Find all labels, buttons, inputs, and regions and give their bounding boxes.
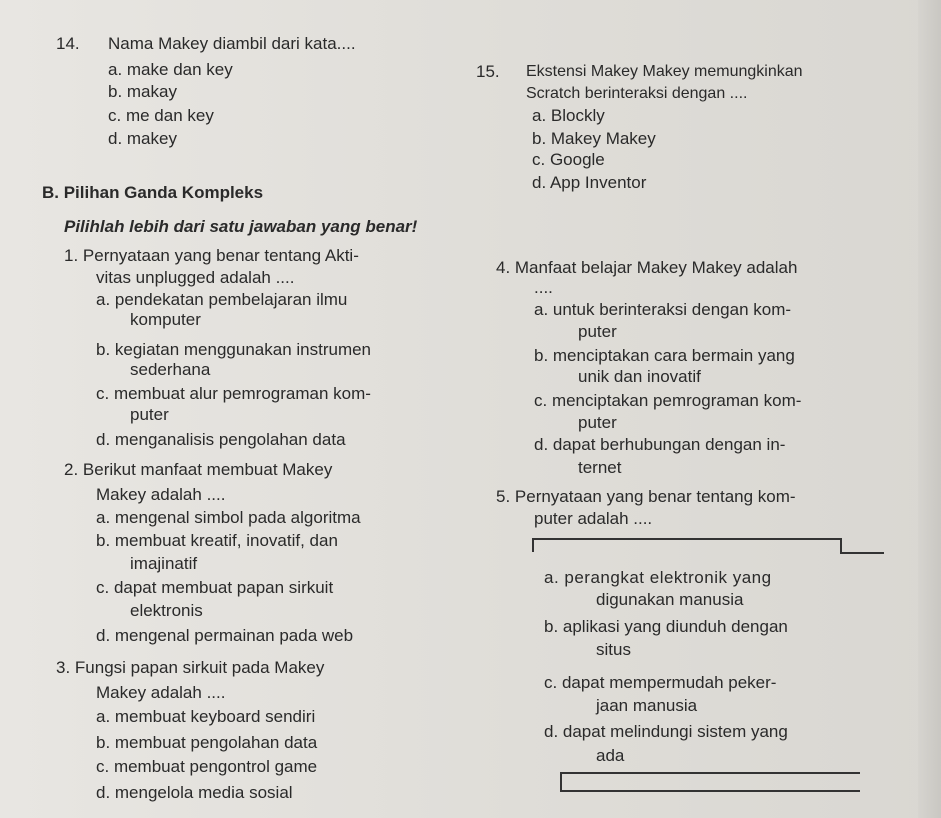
answer-box-left-tick bbox=[532, 538, 534, 552]
q4-option-c-cont: puter bbox=[578, 413, 617, 432]
q4-option-d: d. dapat berhubungan dengan in- bbox=[534, 435, 786, 454]
q5-option-c-cont: jaan manusia bbox=[596, 696, 698, 715]
answer-box-base-rule bbox=[560, 790, 860, 792]
q15-option-b: b. Makey Makey bbox=[532, 129, 656, 148]
q1-question-line2: vitas unplugged adalah .... bbox=[96, 268, 295, 287]
q1-option-b-cont: sederhana bbox=[130, 360, 211, 379]
q2-option-d: d. mengenal permainan pada web bbox=[96, 626, 354, 645]
page-edge-shadow bbox=[918, 0, 941, 818]
q5-question-line2: puter adalah .... bbox=[534, 509, 653, 528]
q5-question-line1: 5. Pernyataan yang benar tentang kom- bbox=[496, 487, 796, 506]
q2-option-b-cont: imajinatif bbox=[130, 554, 198, 573]
q2-option-c-cont: elektronis bbox=[130, 601, 203, 620]
answer-box-bottom-rule bbox=[560, 772, 860, 774]
q4-option-c: c. menciptakan pemrograman kom- bbox=[534, 391, 802, 410]
answer-box-top-rule bbox=[532, 538, 842, 540]
q14-option-b: b. makay bbox=[108, 82, 177, 101]
q1-option-a: a. pendekatan pembelajaran ilmu bbox=[96, 290, 348, 309]
q5-option-b: b. aplikasi yang diunduh dengan bbox=[544, 617, 788, 636]
q1-option-a-cont: komputer bbox=[130, 310, 201, 329]
q15-option-a: a. Blockly bbox=[532, 106, 605, 125]
q4-option-d-cont: ternet bbox=[578, 458, 622, 477]
section-instruction: Pilihlah lebih dari satu jawaban yang benar! bbox=[64, 217, 418, 236]
q1-option-b: b. kegiatan menggunakan instrumen bbox=[96, 340, 372, 359]
q2-question-line2: Makey adalah .... bbox=[96, 485, 226, 504]
q3-question-line2: Makey adalah .... bbox=[96, 683, 226, 702]
q5-option-a-cont: digunakan manusia bbox=[596, 590, 744, 609]
answer-box-bottom-left-tick bbox=[560, 772, 562, 790]
q5-option-c: c. dapat mempermudah peker- bbox=[544, 673, 777, 692]
q5-option-d-cont: ada bbox=[596, 746, 625, 765]
q14-option-a: a. make dan key bbox=[108, 60, 233, 79]
q5-option-a: a. perangkat elektronik yang bbox=[544, 568, 772, 587]
q2-question-line1: 2. Berikut manfaat membuat Makey bbox=[64, 460, 333, 479]
q15-option-c: c. Google bbox=[532, 150, 605, 169]
q3-option-b: b. membuat pengolahan data bbox=[96, 733, 318, 752]
q2-option-b: b. membuat kreatif, inovatif, dan bbox=[96, 531, 338, 550]
q1-question-line1: 1. Pernyataan yang benar tentang Akti- bbox=[64, 246, 359, 265]
answer-box-upper-step bbox=[840, 552, 884, 554]
q15-question-line2: Scratch berinteraksi dengan .... bbox=[526, 85, 748, 102]
q1-option-d: d. menganalisis pengolahan data bbox=[96, 430, 346, 449]
q4-option-a: a. untuk berinteraksi dengan kom- bbox=[534, 300, 792, 319]
q14-number: 14. bbox=[56, 34, 80, 53]
q4-option-b-cont: unik dan inovatif bbox=[578, 367, 701, 386]
q3-option-c: c. membuat pengontrol game bbox=[96, 757, 318, 776]
answer-box-right-tick bbox=[840, 538, 842, 552]
q15-question-line1: Ekstensi Makey Makey memungkinkan bbox=[526, 63, 803, 80]
section-title: B. Pilihan Ganda Kompleks bbox=[42, 183, 264, 202]
q15-number: 15. bbox=[476, 62, 500, 81]
q4-option-b: b. menciptakan cara bermain yang bbox=[534, 346, 795, 365]
q5-option-b-cont: situs bbox=[596, 640, 631, 659]
q4-question-line1: 4. Manfaat belajar Makey Makey adalah bbox=[496, 258, 798, 277]
q3-option-d: d. mengelola media sosial bbox=[96, 783, 293, 802]
q14-option-c: c. me dan key bbox=[108, 106, 214, 125]
q2-option-a: a. mengenal simbol pada algoritma bbox=[96, 508, 361, 527]
q3-question-line1: 3. Fungsi papan sirkuit pada Makey bbox=[56, 658, 325, 677]
q4-question-line2: .... bbox=[534, 278, 553, 297]
q14-question: Nama Makey diambil dari kata.... bbox=[108, 34, 356, 53]
q4-option-a-cont: puter bbox=[578, 322, 617, 341]
q14-option-d: d. makey bbox=[108, 129, 177, 148]
q15-option-d: d. App Inventor bbox=[532, 173, 647, 192]
q1-option-c: c. membuat alur pemrograman kom- bbox=[96, 384, 371, 403]
q1-option-c-cont: puter bbox=[130, 405, 169, 424]
q5-option-d: d. dapat melindungi sistem yang bbox=[544, 722, 788, 741]
q3-option-a: a. membuat keyboard sendiri bbox=[96, 707, 316, 726]
q2-option-c: c. dapat membuat papan sirkuit bbox=[96, 578, 334, 597]
